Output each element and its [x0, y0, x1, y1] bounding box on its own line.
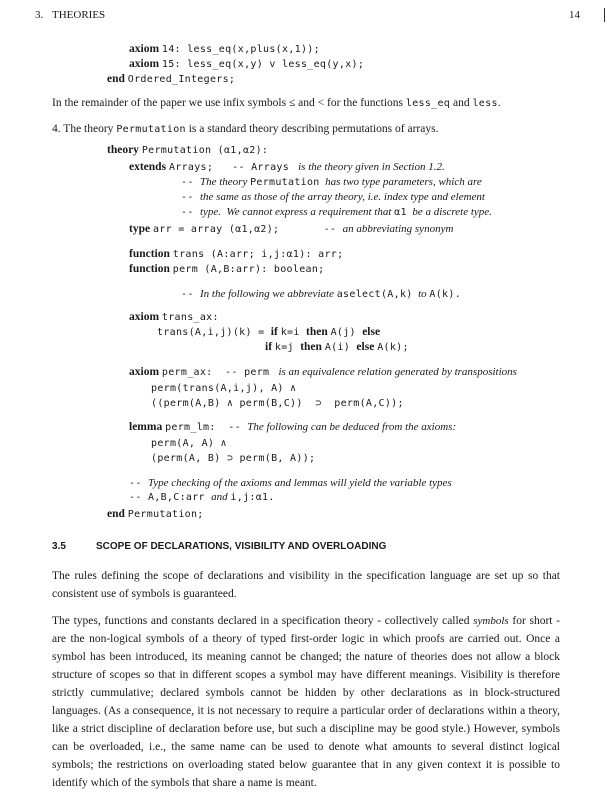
code-line	[129, 41, 320, 57]
code-text: --	[181, 192, 200, 203]
change-bar	[604, 8, 605, 22]
paragraph-scope-intro: The rules defining the scope of declarations and visibility in the specification language are set up so that consistent use of symbols is guaranteed.	[52, 570, 560, 600]
code-text: α1	[394, 207, 407, 218]
keyword: if	[265, 341, 275, 353]
code-text: 15: less_eq(x,y) v less_eq(y,x);	[161, 59, 365, 70]
comment-text: Type checking of the axioms and lemmas will yield the variable types	[147, 477, 452, 489]
code-text: Permutation;	[127, 509, 204, 520]
code-text: k=j	[274, 342, 301, 353]
code-line	[129, 364, 517, 380]
comment-text: and	[211, 491, 231, 503]
code-line	[181, 174, 482, 190]
comment-text: be a discrete type.	[406, 206, 492, 218]
comment-text: symbols	[473, 615, 509, 627]
code-text: --	[129, 478, 148, 489]
code-text: -- A,B,C:arr	[129, 492, 212, 503]
code-line	[181, 204, 492, 220]
code-text: --	[181, 207, 200, 218]
text: and	[450, 97, 473, 109]
keyword: else	[356, 341, 378, 353]
code-line	[151, 395, 404, 411]
keyword: function	[129, 263, 173, 275]
keyword: axiom	[129, 43, 162, 55]
text: for short - are the non-logical symbols of a theory of typed first-order logic in which proofs are carried out. Once a symbol has been introduced, its meaning cannot be changed; the nature of theories does not allow a block structure of scopes so that in different scopes a symbol may have different meanings. Visibility is therefore strictly cummulative; declared symbols cannot be hidden by other declarations as in block-structured languages. (As a consequence, it is not necessary to require a particular order of declarations within a theory, like a strict discipline of declaration before use, but such a discipline may be good style.) However, symbols can be overloaded, i.e., the same name can be used to denote what amounts to several distinct logical symbols; the restrictions on overloading stated below guarantee that in any given context it is possible to identify which of the symbols that share a name is meant.	[52, 615, 560, 789]
code-text: --	[181, 177, 200, 188]
text: In the remainder of the paper we use infix symbols ≤ and < for the functions	[52, 97, 406, 109]
code-text: perm (A,B:arr): boolean;	[172, 264, 325, 275]
section-heading	[52, 541, 386, 552]
code-text: Arrays; -- Arrays	[168, 162, 296, 173]
list-item-4	[52, 121, 438, 137]
code-line	[151, 380, 296, 396]
code-text: perm(trans(A,i,j), A) ∧	[151, 383, 297, 394]
code-text: trans(A,i,j)(k) =	[157, 327, 271, 338]
code-line	[181, 286, 461, 302]
code-line	[107, 506, 204, 522]
code-line	[129, 489, 275, 505]
keyword: then	[300, 341, 325, 353]
code-text: Permutation (α1,α2):	[141, 145, 269, 156]
code-text: Permutation	[116, 124, 186, 135]
code-line	[265, 339, 409, 355]
section-title: SCOPE OF DECLARATIONS, VISIBILITY AND OVERLOADING	[96, 541, 387, 552]
code-line	[129, 221, 453, 237]
code-text: perm_lm: --	[165, 422, 248, 433]
keyword: theory	[107, 144, 142, 156]
code-line	[151, 435, 227, 451]
comment-text: is an equivalence relation generated by transpositions	[275, 366, 517, 378]
code-line	[129, 419, 456, 435]
code-text: arr = array (α1,α2); --	[152, 224, 343, 235]
keyword: axiom	[129, 311, 162, 323]
text: is a standard theory describing permutations of arrays.	[185, 123, 439, 135]
code-text: --	[181, 289, 200, 300]
keyword: function	[129, 248, 173, 260]
paragraph-infix	[52, 95, 501, 111]
header-section-number: 3.	[35, 9, 44, 21]
code-text: trans_ax:	[161, 312, 219, 323]
comment-text: In the following we abbreviate	[199, 288, 337, 300]
paragraph-symbols	[52, 612, 560, 792]
section-number: 3.5	[52, 541, 66, 552]
keyword: lemma	[129, 421, 166, 433]
comment-text: has two type parameters, which are	[319, 176, 482, 188]
code-text: A(j)	[330, 327, 363, 338]
code-text: less	[472, 98, 498, 109]
keyword: if	[270, 326, 281, 338]
code-text: A(k).	[429, 289, 462, 300]
code-line	[129, 246, 343, 262]
code-line	[151, 450, 315, 466]
code-line	[181, 189, 485, 205]
code-text: perm(A, A) ∧	[151, 438, 227, 449]
keyword: extends	[129, 161, 169, 173]
comment-text: is the theory given in Section 1.2.	[295, 161, 445, 173]
code-text: A(i)	[324, 342, 357, 353]
code-text: less_eq	[405, 98, 451, 109]
keyword: axiom	[129, 366, 162, 378]
comment-text: the same as those of the array theory, i.e. index type and element	[199, 191, 485, 203]
comment-text: type. We cannot express a requirement that	[199, 206, 395, 218]
code-line	[157, 324, 380, 340]
comment-text: The theory	[199, 176, 251, 188]
page-number: 14	[569, 9, 580, 21]
comment-text: The following can be deduced from the axioms:	[247, 421, 457, 433]
code-text: trans (A:arr; i,j:α1): arr;	[172, 249, 344, 260]
text: The types, functions and constants declared in a specification theory - collectively called	[52, 615, 474, 627]
code-line	[107, 71, 235, 87]
code-line	[129, 56, 364, 72]
comment-text: an abbreviating synonym	[342, 223, 454, 235]
code-text: perm_ax: -- perm	[161, 367, 276, 378]
keyword: end	[107, 508, 128, 520]
code-text: k=i	[280, 327, 306, 338]
code-text: Permutation	[250, 177, 320, 188]
text: 4. The theory	[52, 123, 117, 135]
code-text: i,j:α1.	[230, 492, 275, 503]
code-line	[129, 309, 219, 325]
code-text: 14: less_eq(x,plus(x,1));	[161, 44, 320, 55]
keyword: then	[305, 326, 331, 338]
keyword: else	[362, 326, 381, 338]
keyword: type	[129, 223, 153, 235]
code-text: Ordered_Integers;	[127, 74, 236, 85]
code-text: (perm(A, B) ⊃ perm(B, A));	[151, 453, 316, 464]
code-line	[129, 159, 445, 175]
comment-text: to	[412, 288, 430, 300]
code-line	[129, 261, 324, 277]
code-text: ((perm(A,B) ∧ perm(B,C)) ⊃ perm(A,C));	[151, 398, 404, 409]
header-title: THEORIES	[52, 9, 106, 21]
code-text: aselect(A,k)	[336, 289, 413, 300]
code-text: A(k);	[377, 342, 409, 353]
code-line	[107, 142, 268, 158]
keyword: end	[107, 73, 128, 85]
text: .	[497, 97, 501, 109]
keyword: axiom	[129, 58, 162, 70]
